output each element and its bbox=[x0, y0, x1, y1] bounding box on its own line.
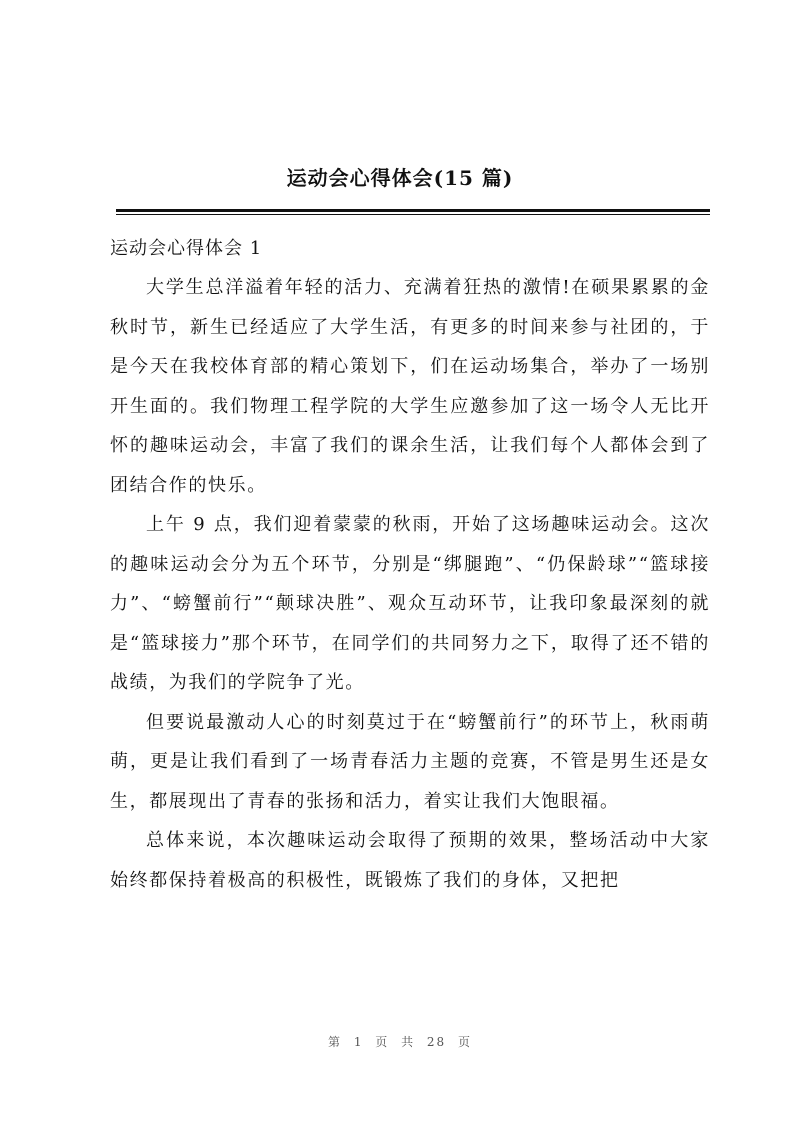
title-divider-thin bbox=[116, 214, 710, 215]
paragraph-3: 但要说最激动人心的时刻莫过于在“螃蟹前行”的环节上，秋雨萌萌，更是让我们看到了一场青春活力主题的竞赛，不管是男生还是女生，都展现出了青春的张扬和活力，着实让我们大饱眼福。 bbox=[110, 711, 710, 812]
document-title: 运动会心得体会(15 篇) bbox=[286, 166, 514, 190]
document-body bbox=[110, 229, 710, 900]
paragraph-4: 总体来说，本次趣味运动会取得了预期的效果，整场活动中大家始终都保持着极高的积极性，既锻炼了我们的身体，又把把 bbox=[110, 830, 710, 891]
title-divider-thick bbox=[116, 209, 710, 212]
paragraph-2: 上午 9 点，我们迎着蒙蒙的秋雨，开始了这场趣味运动会。这次的趣味运动会分为五个环节，分别是“绑腿跑”、“仍保龄球”“篮球接力”、“螃蟹前行”“颠球决胜”、观众互动环节，让我印象最深刻的就是“篮球接力”那个环节，在同学们的共同努力之下，取得了还不错的战绩，为我们的学院争了光。 bbox=[110, 514, 710, 693]
paragraph-1: 大学生总洋溢着年轻的活力、充满着狂热的激情!在硕果累累的金秋时节，新生已经适应了大学生活，有更多的时间来参与社团的，于是今天在我校体育部的精心策划下，们在运动场集合，举办了一场别开生面的。我们物理工程学院的大学生应邀参加了这一场令人无比开怀的趣味运动会，丰富了我们的课余生活，让我们每个人都体会到了团结合作的快乐。 bbox=[110, 277, 710, 496]
page-footer: 第 1 页 共 28 页 bbox=[328, 1035, 472, 1049]
section-heading: 运动会心得体会 1 bbox=[110, 238, 263, 259]
